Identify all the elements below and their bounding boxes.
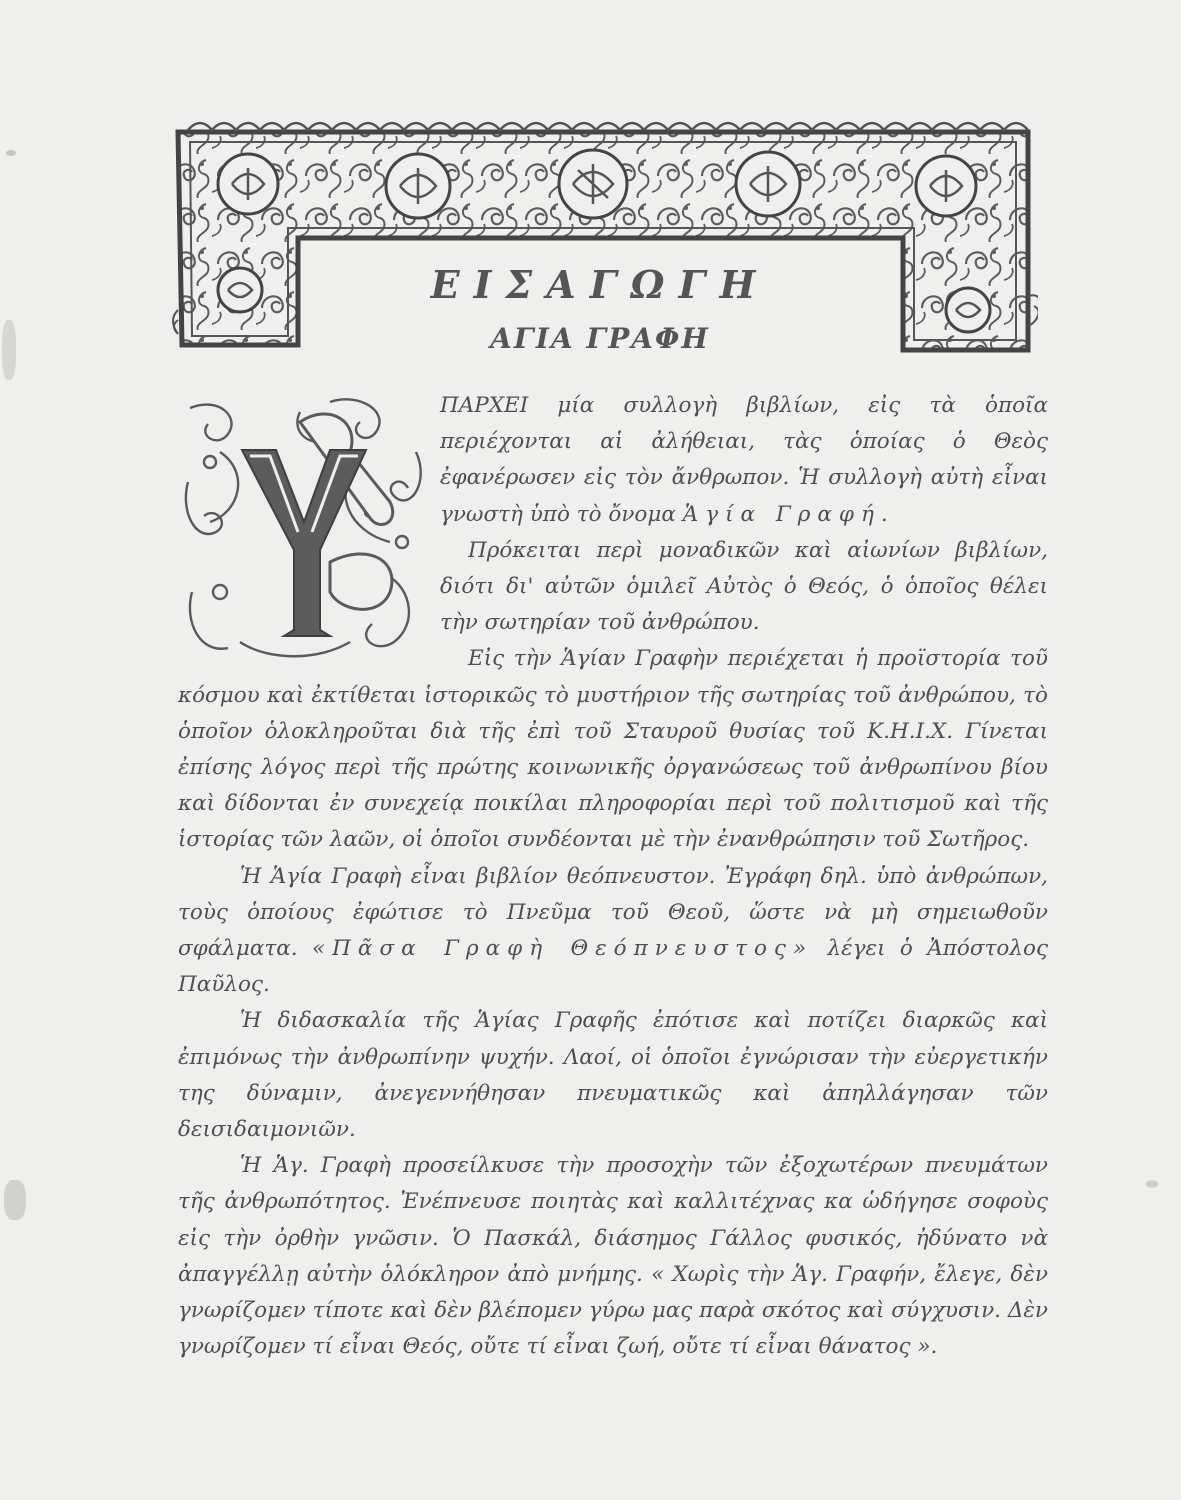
paper-stain [1146, 1180, 1158, 1188]
paragraph-6: Ἡ Ἁγ. Γραφὴ προσείλκυσε τὴν προσοχὴν τῶν ἐξοχωτέρων πνευμάτων τῆς ἀνθρωπότητος. Ἐνέπνευσε ποιητὰς καὶ καλλιτέχνας κα ὡδήγησε σοφοὺς εἰς τὴν ὀρθὴν γνῶσιν. Ὁ Πασκάλ, διάσημος Γάλλος φυσικός, ἠδύνατο νὰ ἀπαγγέλλῃ αὐτὴν ὁλόκληρον ἀπὸ μνήμης. « Χωρὶς τὴν Ἁγ. Γραφήν, ἔλεγε, δὲν γνωρίζομεν τίποτε καὶ δὲν βλέπομεν γύρω μας παρὰ σκότος καὶ σύγχυσιν. Δὲν γνωρίζομεν τί εἶναι Θεός, οὔτε τί εἶναι ζωή, οὔτε τί εἶναι θάνατος ». [178, 1153, 1048, 1360]
emphasis-quote: «Πᾶσα Γραφὴ Θεόπνευστος» [312, 936, 814, 962]
chapter-title: ΕΙΣΑΓΩΓΗ [430, 262, 770, 307]
paragraph-5: Ἡ διδασκαλία τῆς Ἁγίας Γραφῆς ἐπότισε καὶ ποτίζει διαρκῶς καὶ ἐπιμόνως τὴν ἀνθρωπίνην ψυχήν. Λαοί, οἱ ὁποῖοι ἐγνώρισαν τὴν εὐεργετικήν της δύναμιν, ἀνεγεννήθησαν πνευματικῶς καὶ ἀπηλλάγησαν τῶν δεισιδαιμονιῶν. [178, 1008, 1048, 1143]
paper-stain [4, 1180, 26, 1220]
paper-stain [2, 320, 16, 380]
paragraph-3: Εἰς τὴν Ἁγίαν Γραφὴν περιέχεται ἡ προϊστορία τοῦ κόσμου καὶ ἐκτίθεται ἱστορικῶς τὸ μυστήριον τῆς σωτηρίας τοῦ ἀνθρώπου, τὸ ὁποῖον ὁλοκληροῦται διὰ τῆς ἐπὶ τοῦ Σταυροῦ θυσίας τοῦ Κ.Η.Ι.Χ. Γίνεται ἐπίσης λόγος περὶ τῆς πρώτης κοινωνικῆς ὀργανώσεως τοῦ ἀνθρωπίνου βίου καὶ δίδονται ἐν συνεχείᾳ ποικίλαι πληροφορίαι περὶ τοῦ πολιτισμοῦ καὶ τῆς ἱστορίας τῶν λαῶν, οἱ ὁποῖοι συνδέονται μὲ τὴν ἐνανθρώπησιν τοῦ Σωτῆρος. [178, 646, 1048, 853]
chapter-subtitle: ΑΓΙΑ ΓΡΑΦΗ [490, 322, 710, 355]
paragraph-1: ΠΑΡΧΕΙ μία συλλογὴ βιβλίων, εἰς τὰ ὁποῖα περιέχονται αἱ ἀλήθειαι, τὰς ὁποίας ὁ Θεὸς ἐφανέρωσεν εἰς τὸν ἄνθρωπον. Ἡ συλλογὴ αὐτὴ εἶναι γνωστὴ ὑπὸ τὸ ὄνομα Ἁγία Γραφή. [440, 393, 1048, 527]
body-text [178, 388, 1048, 1365]
paragraph-4: Ἡ Ἁγία Γραφὴ εἶναι βιβλίον θεόπνευστον. Ἐγράφη δηλ. ὑπὸ ἀνθρώπων, τοὺς ὁποίους ἐφώτισε τὸ Πνεῦμα τοῦ Θεοῦ, ὥστε νὰ μὴ σημειωθοῦν σφάλματα. «Πᾶσα Γραφὴ Θεόπνευστος» λέγει ὁ Ἀπόστολος Παῦλος. [178, 863, 1048, 998]
paper-stain [6, 150, 16, 156]
emphasis-agia-grafi: Ἁγία Γραφή [682, 501, 881, 527]
paragraph-2: Πρόκειται περὶ μοναδικῶν καὶ αἰωνίων βιβλίων, διότι δι' αὐτῶν ὁμιλεῖ Αὐτὸς ὁ Θεός, ὁ ὁποῖος θέλει τὴν σωτηρίαν τοῦ ἀνθρώπου. [440, 537, 1048, 636]
